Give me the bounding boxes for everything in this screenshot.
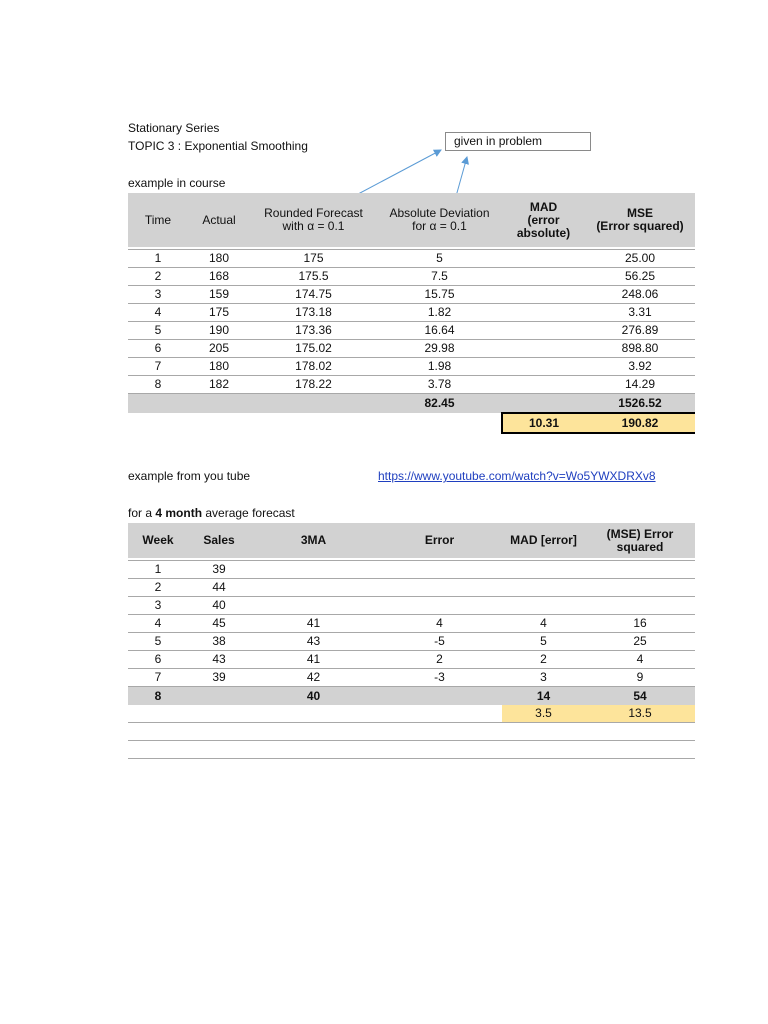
table-row: 7 39 42 -3 3 9 bbox=[128, 668, 695, 686]
table-row: 5 38 43 -5 5 25 bbox=[128, 632, 695, 650]
section2-label: example from you tube bbox=[128, 469, 251, 483]
col-absdev: Absolute Deviation for α = 0.1 bbox=[377, 193, 502, 247]
sum-mad: 14 bbox=[502, 686, 585, 705]
col-sales: Sales bbox=[188, 523, 250, 558]
callout-box: given in problem bbox=[445, 132, 591, 151]
moving-average-table bbox=[128, 523, 695, 759]
col-mad-error: MAD [error] bbox=[502, 523, 585, 558]
col-mad: MAD (error absolute) bbox=[502, 193, 585, 247]
table-row: 2 44 bbox=[128, 578, 695, 596]
table-row: 5 190 173.36 16.64 276.89 bbox=[128, 321, 695, 339]
empty-row bbox=[128, 740, 695, 758]
youtube-link[interactable]: https://www.youtube.com/watch?v=Wo5YWXDRXv8 bbox=[378, 469, 656, 483]
averages-row bbox=[128, 413, 695, 433]
forecast-row: 8 40 14 54 bbox=[128, 686, 695, 705]
sum-mse: 54 bbox=[585, 686, 695, 705]
col-forecast: Rounded Forecast with α = 0.1 bbox=[250, 193, 377, 247]
table-row: 3 40 bbox=[128, 596, 695, 614]
col-3ma: 3MA bbox=[250, 523, 377, 558]
table-row: 7 180 178.02 1.98 3.92 bbox=[128, 357, 695, 375]
empty-row bbox=[128, 722, 695, 740]
total-mse: 1526.52 bbox=[585, 393, 695, 413]
section2-subtitle: for a 4 month average forecast bbox=[128, 506, 295, 520]
avg-mse: 13.5 bbox=[585, 705, 695, 723]
avg-mad: 10.31 bbox=[502, 413, 585, 433]
col-error: Error bbox=[377, 523, 502, 558]
table-header-row bbox=[128, 193, 695, 247]
total-absdev: 82.45 bbox=[377, 393, 502, 413]
averages-row bbox=[128, 705, 695, 723]
col-week: Week bbox=[128, 523, 188, 558]
table-row: 6 43 41 2 2 4 bbox=[128, 650, 695, 668]
col-actual: Actual bbox=[188, 193, 250, 247]
section1-label: example in course bbox=[128, 176, 226, 190]
avg-mse: 190.82 bbox=[585, 413, 695, 433]
table-row: 4 45 41 4 4 16 bbox=[128, 614, 695, 632]
table-row: 4 175 173.18 1.82 3.31 bbox=[128, 303, 695, 321]
table-row: 6 205 175.02 29.98 898.80 bbox=[128, 339, 695, 357]
topic-title: TOPIC 3 : Exponential Smoothing bbox=[128, 139, 308, 153]
table-row: 2 168 175.5 7.5 56.25 bbox=[128, 267, 695, 285]
table-row: 3 159 174.75 15.75 248.06 bbox=[128, 285, 695, 303]
col-mse-error: (MSE) Error squared bbox=[585, 523, 695, 558]
exp-smoothing-table bbox=[128, 193, 695, 434]
table-row: 1 180 175 5 25.00 bbox=[128, 249, 695, 267]
table-row: 1 39 bbox=[128, 560, 695, 578]
col-time: Time bbox=[128, 193, 188, 247]
table-header-row bbox=[128, 523, 695, 558]
avg-mad: 3.5 bbox=[502, 705, 585, 723]
col-mse: MSE (Error squared) bbox=[585, 193, 695, 247]
totals-row bbox=[128, 393, 695, 413]
table-row: 8 182 178.22 3.78 14.29 bbox=[128, 375, 695, 393]
page-title: Stationary Series bbox=[128, 121, 220, 135]
